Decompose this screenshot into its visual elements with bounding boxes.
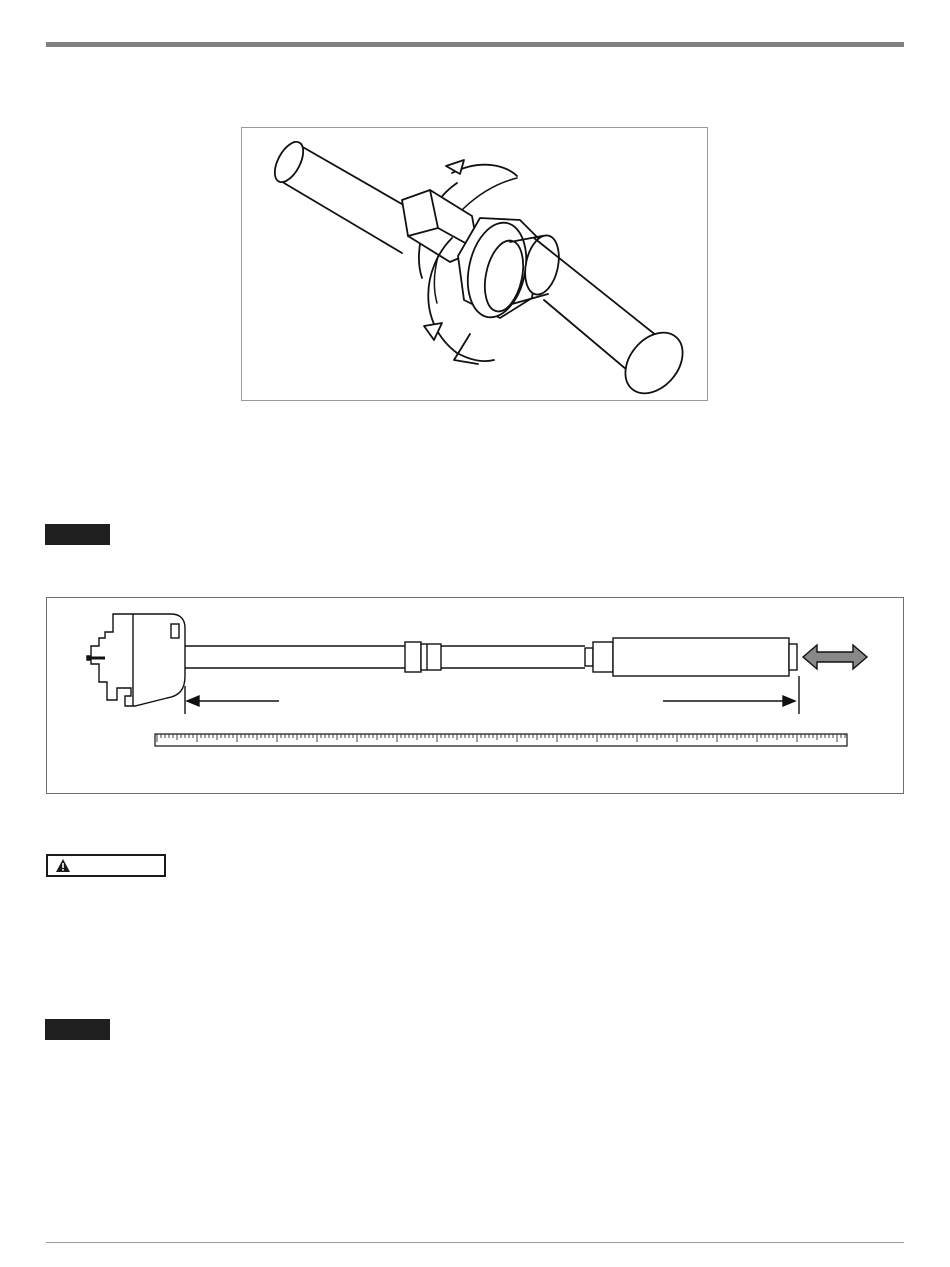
- probe-measurement-figure: [46, 597, 904, 794]
- double-arrow-icon: [803, 645, 867, 669]
- measuring-ruler-icon: [155, 734, 847, 746]
- nut-installation-figure: [241, 127, 708, 401]
- float-tube-icon: [613, 638, 789, 676]
- warning-triangle-icon: [55, 858, 71, 873]
- probe-illustration: [47, 598, 903, 793]
- rod-coupling-icon: [405, 642, 421, 672]
- rod-with-nuts-illustration: [242, 128, 707, 400]
- note-label-box: [45, 524, 110, 545]
- footer-rule: [46, 1242, 904, 1243]
- header-rule: [46, 42, 904, 47]
- note-label-box: [45, 1019, 110, 1040]
- caution-label-box: [46, 854, 166, 877]
